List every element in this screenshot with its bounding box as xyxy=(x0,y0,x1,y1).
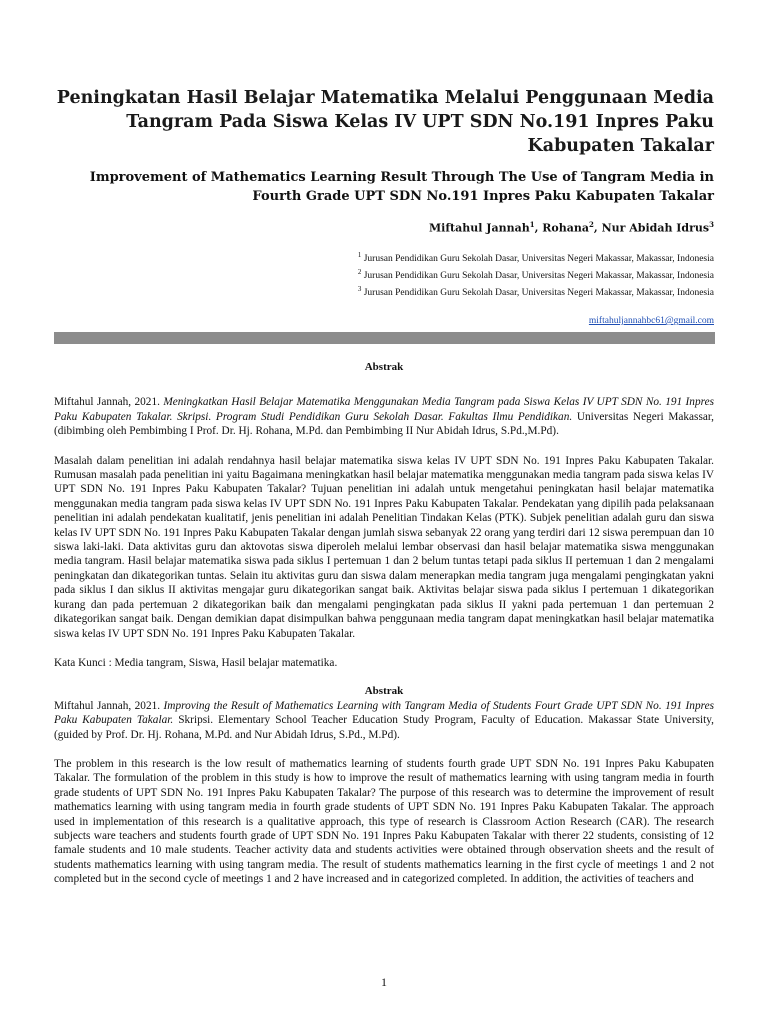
affiliation-list xyxy=(54,249,714,300)
keywords: Kata Kunci : Media tangram, Siswa, Hasil belajar matematika. xyxy=(54,656,338,669)
abstract-citation-english xyxy=(54,699,714,742)
paper-body xyxy=(54,360,714,887)
abstract-citation-indonesian xyxy=(54,395,714,438)
author-name: Miftahul Jannah xyxy=(428,221,530,235)
affiliation-sup: 3 xyxy=(357,284,362,293)
spacer xyxy=(54,374,714,395)
title-block xyxy=(54,86,714,328)
citation-title: Meningkatkan Hasil Belajar Matematika Menggunakan Media Tangram pada Siswa Kelas IV UPT SDN No. 191 Inpres Paku Kabupaten Takalar. Skripsi. Program Studi Pendidikan Guru Sekolah Dasar. Fakultas Ilmu Pendidikan. xyxy=(54,396,714,423)
author-list: Miftahul Jannah$^1$, Rohana$^2$, Nur Abidah Idrus$^3$ xyxy=(428,220,714,235)
author-sup: 1 xyxy=(529,220,535,229)
affiliation-text: Jurusan Pendidikan Guru Sekolah Dasar, Universitas Negeri Makassar, Makassar, Indonesia xyxy=(363,288,714,299)
abstract-body-indonesian: Masalah dalam penelitian ini adalah rendahnya hasil belajar matematika siswa kelas IV UPT SDN No. 191 Inpres Paku Kabupaten Takalar. Rumusan masalah pada penelitian ini yaitu Bagaimana meningkatkan hasil belajar matematika menggunakan media tangram pada siswa kelas IV UPT SDN No. 191 Inpres Paku Kabupaten Takalar? Tujuan penelitian ini adalah untuk mengetahui peningkatan hasil belajar matematika menggunakan media tangram pada siswa kelas IV UPT SDN No. 191 Inpres Paku Kabupaten Takalar. Pendekatan yang dipilih pada pelaksanaan penelitian ini adalah pendekatan kualitatif, jenis penelitian ini adalah Penelitian Tindakan Kelas (PTK). Subjek penelitian adalah guru dan siswa kelas IV UPT SDN No. 191 Inpres Paku Kabupaten Takalar dengan jumlah siswa sebanyak 22 orang yang terdiri dari 12 siswa perempuan dan 10 siswa laki-laki. Data aktivitas guru dan aktovotas siswa diperoleh melalui lembar observasi dan hasil belajar matematika siswa menggunakan media tangram. Hasil belajar matematika siswa pada siklus I pertemuan 1 dan 2 belum tuntas tetapi pada siklus II pertemuan 1 dan 2 mengalami peningkatan dan dikategorikan tuntas. Selain itu aktivitas guru dan siswa dalam menerapkan media tangram juga mengalami pengingkatan yakni pada siklus I dan siklus II aktivitas mengajar guru dikategorikan sangat baik. Aktivitas belajar siswa pada siklus I pertemuan 1 dikategorikan kurang dan pada pertemuan 2 dikategorikan baik dan mengalami pengingkatan pada siklus II yakni pada pertemuan 1 dan pertemuan 2 dikategorikan sangat baik. Dengan demikian dapat disimpulkan bahwa penggunaan media tangram dapat meningkatkan hasil belajar matematika siswa kelas IV UPT SDN No. 191 Inpres Paku Kabupaten Takalar. xyxy=(54,454,714,640)
affiliation-text: Jurusan Pendidikan Guru Sekolah Dasar, Universitas Negeri Makassar, Makassar, Indonesia xyxy=(363,270,714,281)
author-email-link[interactable]: miftahuljannahbc61@gmail.com xyxy=(588,316,714,327)
abstract-heading-indonesian: Abstrak xyxy=(364,361,404,373)
paper-title-indonesian: Peningkatan Hasil Belajar Matematika Melalui Penggunaan Media Tangram Pada Siswa Kelas IV UPT SDN No.191 Inpres Paku Kabupaten Takalar xyxy=(56,88,714,156)
affiliation-text: Jurusan Pendidikan Guru Sekolah Dasar, Universitas Negeri Makassar, Makassar, Indonesia xyxy=(363,253,714,264)
citation-title: Improving the Result of Mathematics Learning with Tangram Media of Students Fourt Grade UPT SDN No. 191 Inpres Paku Kabupaten Takalar. xyxy=(54,699,714,727)
header-divider-bar xyxy=(54,332,715,344)
affiliation-sup: 2 xyxy=(357,267,362,276)
author-sup: 2 xyxy=(589,220,594,229)
affiliation-sup: 1 xyxy=(357,250,362,259)
spacer xyxy=(54,641,714,656)
author-name: Rohana xyxy=(542,221,590,235)
affiliation-line xyxy=(54,283,714,300)
paper-title-english: Improvement of Mathematics Learning Result Through The Use of Tangram Media in Fourth Grade UPT SDN No.191 Inpres Paku Kabupaten Takalar xyxy=(89,170,714,204)
affiliation-line xyxy=(54,266,714,283)
abstract-heading-english: Abstrak xyxy=(364,685,404,698)
spacer xyxy=(54,670,714,684)
abstract-body-english: The problem in this research is the low result of mathematics learning of students fourth grade UPT SDN No. 191 Inpres Paku Kabupaten Takalar. The formulation of the problem in this study is how to improve the result of mathematics learning with using tangram media in fourth grade students of UPT SDN No. 191 Inpres Paku Kabupaten Takalar? The purpose of this research was to determine the improvement of result mathematics learning with using tangram media in fourth grade students of UPT SDN No. 191 Inpres Paku Kabupaten Takalar. The approach used in implementation of this research is a qualitative approach, this type of research is Classroom Action Research (CAR). The research subjects ware teachers and students fourth grade of UPT SDN No. 191 Inpres Paku Kabupaten Takalar with therer 22 students, consisting of 12 famale students and 10 male students. Teacher activity data and students activities were obtained through observation sheets and the result of students mathematics learning with using tangram media. The result of students mathematics learning in the first cycle of meetings 1 and 2 not completed but in the second cycle of meetings 1 and 2 have increased and in categorized completed. In addition, the activities of teachers and xyxy=(54,757,714,886)
citation-suffix: Skripsi. Elementary School Teacher Education Study Program, Faculty of Education. Makassar State University, (guided by Prof. Dr. Hj. Rohana, M.Pd. and Nur Abidah Idrus, S.Pd., M.Pd). xyxy=(54,714,714,741)
citation-prefix: Miftahul Jannah, 2021. xyxy=(54,699,164,712)
page-number: 1 xyxy=(381,975,387,989)
author-sup: 3 xyxy=(709,220,714,229)
affiliation-line xyxy=(54,249,714,266)
author-name: Nur Abidah Idrus xyxy=(601,221,710,235)
citation-suffix: Universitas Negeri Makassar, (dibimbing oleh Pembimbing I Prof. Dr. Hj. Rohana, M.Pd. dan Pembimbing II Nur Abidah Idrus, S.Pd.,M.Pd). xyxy=(54,410,714,438)
spacer xyxy=(54,742,714,757)
citation-prefix: Miftahul Jannah, 2021. xyxy=(54,396,164,409)
spacer xyxy=(54,439,714,454)
